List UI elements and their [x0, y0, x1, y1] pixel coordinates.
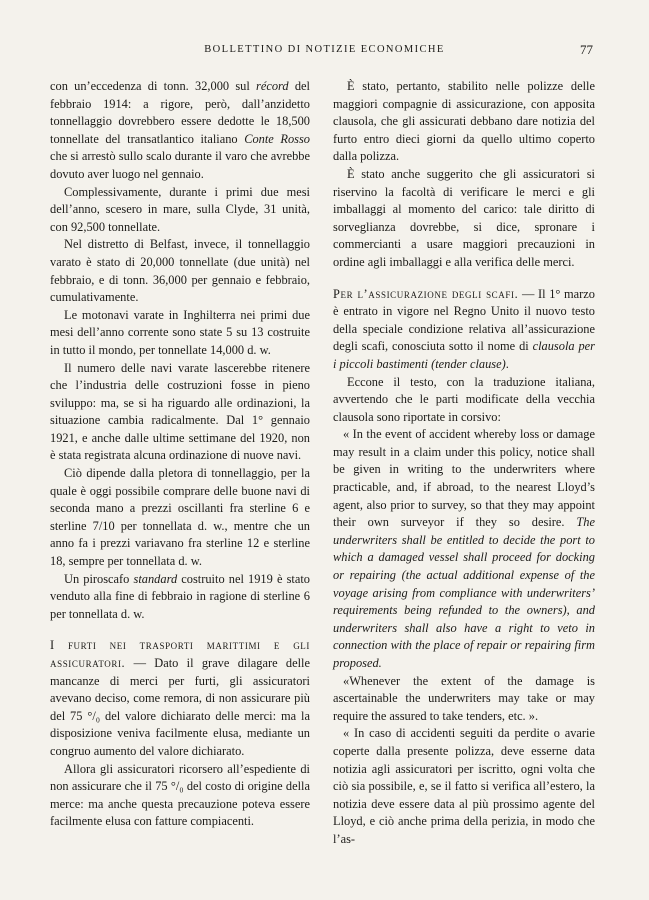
text-run: « In the event of accident whereby loss or damage may result in a claim under this policy, notice shall be given in writing to the underwriters where practicable, and, if abroad, to the nearest Lloyd’s agent, also prior to survey, so that they may appoint their own surveyor if they so desire. — [333, 427, 595, 530]
paragraph-orders: Il numero delle navi varate lascerebbe ritenere che l’industria delle costruzioni fosse in pieno sviluppo: ma, se si ha riguardo alle ordinazioni, la situazione cambia radicalmente. Dal 1° gennaio 1921, e anche dalle ultime settimane del 1920, non è stata registrata alcuna ordinazione di nuove navi. — [50, 360, 310, 463]
paragraph-text-intro: Eccone il testo, con la traduzione italiana, avvertendo che le parti modificate della vecchia clausola sono riportate in corsivo: — [333, 374, 595, 424]
italic-run: standard — [133, 571, 178, 586]
text-run: — Dato il grave dilagare delle mancanze di merci per furti, gli assicuratori avevano deciso, come remora, di non assicurare più del 75 °/₀ del valore dichiarato delle merci: ma la disposizione veniva facilmente elusa, mediante un congruo aumento del valore dichiarato. — [50, 656, 310, 758]
paragraph-standard-ship — [50, 571, 310, 624]
italic-run: récord — [256, 79, 289, 93]
section-gap — [50, 623, 310, 637]
paragraph-prices: Ciò dipende dalla pletora di tonnellaggio, per la quale è oggi possibile comprare delle buone navi di seconda mano a prezzi oscillanti fra sterline 6 e sterline 7/10 per tonnellata d. w., mentre che un anno fa i prezzi variavano fra sterline 12 e sterline 18, sempre per tonnellata d. w. — [50, 466, 310, 569]
paragraph-clyde-total: Complessivamente, durante i primi due mesi dell’anno, scesero in mare, sulla Clyde, 31 unità, con 92,500 tonnellate. — [50, 184, 310, 234]
text-run: Un piroscafo — [64, 571, 134, 586]
page-number: 77 — [580, 42, 593, 57]
italic-run: Conte Rosso — [244, 131, 310, 146]
paragraph-hull-insurance — [333, 286, 595, 374]
paragraph-clause-established: È stato, pertanto, stabilito nelle polizze delle maggiori compagnie di assicurazione, con apposita clausola, che gli assicurati debbano dare notizia del furto entro dieci giorni da quello ultimo coperto dalla polizza. — [333, 79, 595, 164]
left-column — [50, 78, 310, 831]
running-header — [48, 42, 601, 62]
section-heading: I furti nei trasporti marittimi e gli assicuratori. — [50, 638, 310, 670]
italic-run: The underwriters shall be entitled to decide the port to which a damaged vessel shall proceed for docking or repairing (the actual additional expense of the voyage arising from compliance with underwriters’ requirements being refunded to the owners), and underwriters shall also have a right to veto in connection with the place of repair or repairing firm proposed. — [333, 515, 595, 670]
paragraph-verification: È stato anche suggerito che gli assicuratori si riservino la facoltà di verificare le merci e gli imballaggi al momento del carico: tale diritto di sorveglianza dovrebbe, si dice, spronare i commercianti a usare maggiori precauzioni in ordine agli imballaggi e alla verifica delle merci. — [333, 166, 595, 269]
paragraph-insurers-expedient: Allora gli assicuratori ricorsero all’espediente di non assicurare che il 75 °/₀ del costo di origine della merce: ma anche questa precauzione poteva essere facilmente elusa con fatture compiacenti. — [50, 761, 310, 829]
text-run: del febbraio 1914: a rigore, però, dall’anzidetto tonnellaggio dovrebbero essere dedotte le 18,500 tonnellate del transatlantico italiano — [50, 79, 310, 146]
right-column — [333, 78, 595, 849]
paragraph-english-tenders: «Whenever the extent of the damage is ascertainable the underwriters may take or may require the assured to take tenders, etc. ». — [333, 673, 595, 723]
text-run: costruito nel 1919 è stato venduto alla fine di febbraio in ragione di sterline 6 per tonnellata d. w. — [50, 571, 310, 621]
running-title: BOLLETTINO DI NOTIZIE ECONOMICHE — [204, 44, 445, 55]
paragraph-italian-translation: « In caso di accidenti seguiti da perdite o avarie coperte dalla presente polizza, deve esserne data notizia agli assicuratori per iscritto, ogni volta che ciò sia possibile, e, se il fatto si verifica all’estero, la notizia deve essere data al più prossimo agente del Lloyd, e ciò anche prima della perizia, in modo che l’as- — [333, 726, 595, 846]
italic-run: clausola per i piccoli bastimenti (tender clause) — [333, 339, 595, 371]
paragraph-motor-ships: Le motonavi varate in Inghilterra nei primi due mesi dell’anno corrente sono state 5 su 13 costruite in tutto il mondo, per tonnellate 14,000 d. w. — [50, 307, 310, 357]
text-run: — Il 1° marzo è entrato in vigore nel Regno Unito il nuovo testo della speciale condizione relativa all’assicurazione degli scafi, conosciuta sotto il nome di — [333, 286, 595, 354]
section-heading: Per l’assicurazione degli scafi. — [333, 286, 519, 301]
paragraph-belfast: Nel distretto di Belfast, invece, il tonnellaggio varato è stato di 20,000 tonnellate (due unità) nel febbraio, e di tonn. 36,000 per gennaio e febbraio, cumulativamente. — [50, 237, 310, 305]
text-run: con un’eccedenza di tonn. 32,000 sul — [50, 79, 257, 93]
text-run: . — [505, 356, 509, 371]
paragraph-english-clause — [333, 426, 595, 672]
section-gap — [333, 272, 595, 286]
paragraph-clyde-launches — [50, 78, 310, 184]
text-run: che si arrestò sullo scalo durante il varo che avrebbe dovuto aver luogo nel gennaio. — [50, 149, 310, 181]
paragraph-theft-insurance — [50, 637, 310, 760]
